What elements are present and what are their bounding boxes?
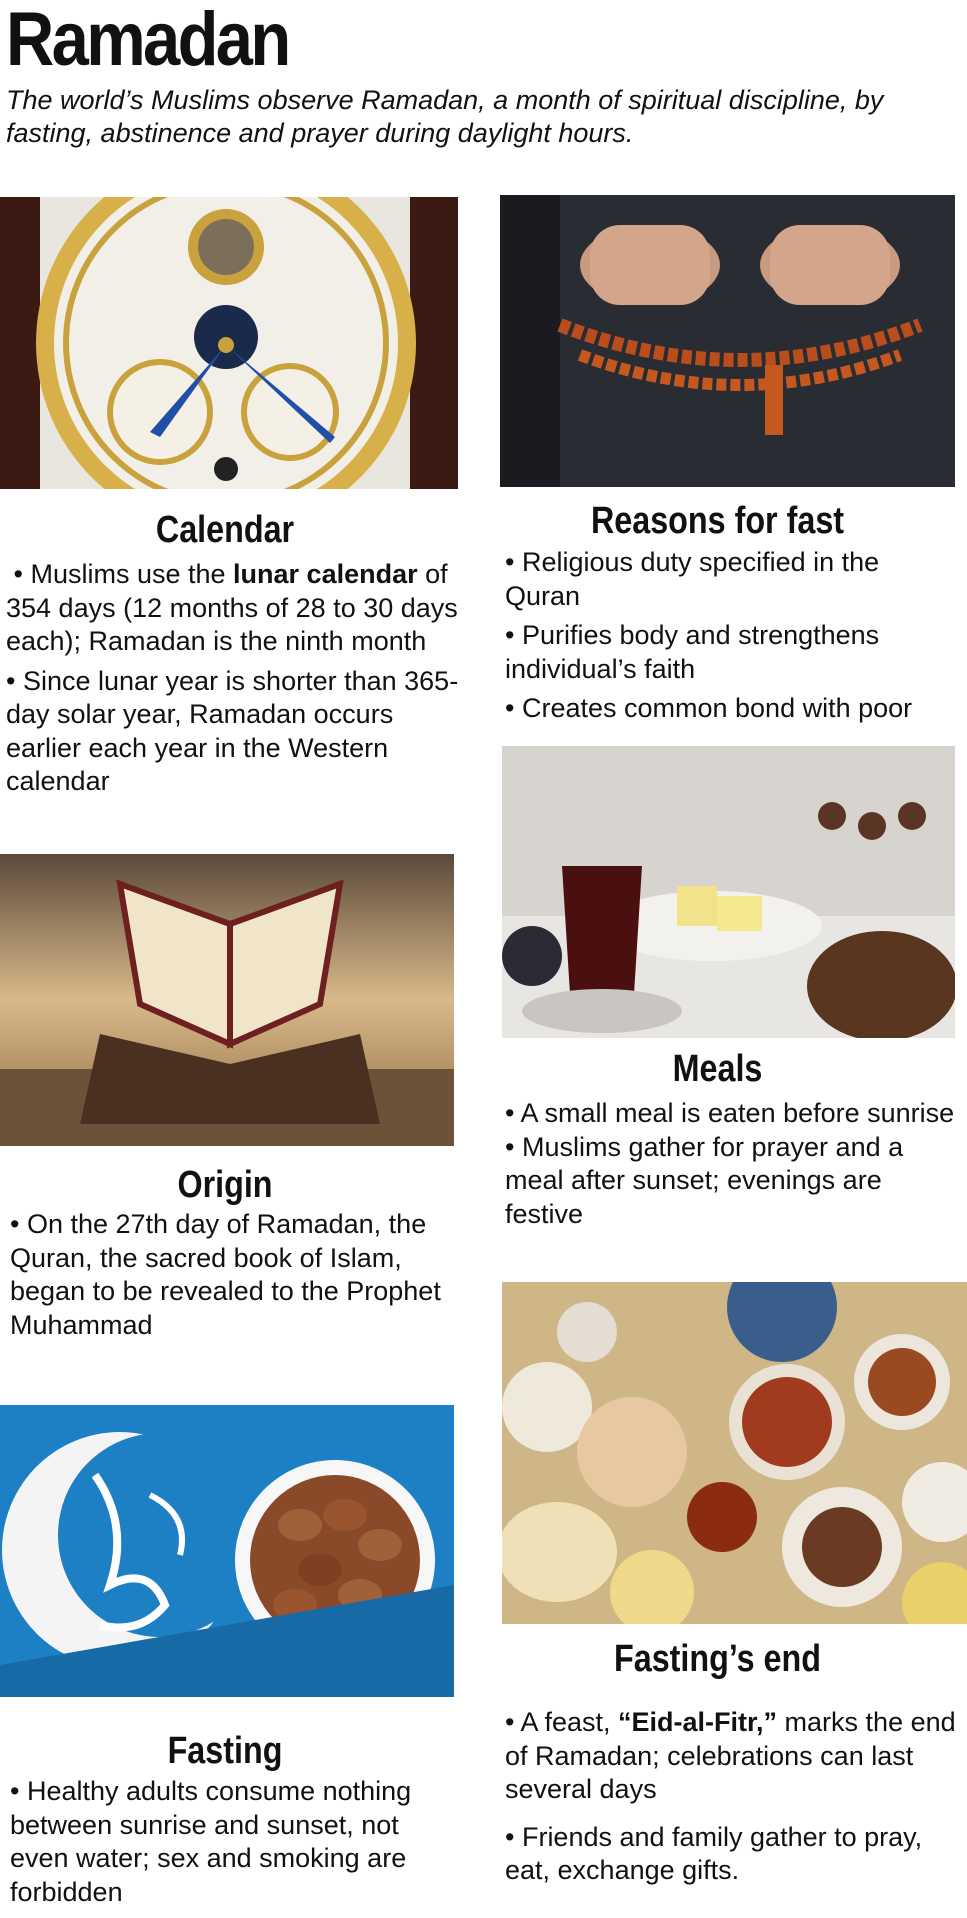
reasons-bullet-1: • Religious duty specified in the Quran <box>505 547 880 611</box>
fasting-heading: Fasting <box>167 1730 283 1772</box>
reasons-text <box>505 546 960 732</box>
fasting-end-bullet-2: • Friends and family gather to pray, eat, exchange gifts. <box>505 1821 923 1885</box>
calendar-text <box>6 558 461 805</box>
fasting-end-heading: Fasting’s end <box>613 1638 821 1680</box>
reasons-bullet-2: • Purifies body and strengthens individual’s faith <box>505 620 880 684</box>
page-title: Ramadan <box>6 0 289 82</box>
calendar-heading: Calendar <box>155 509 295 551</box>
reasons-bullet-3: • Creates common bond with poor <box>505 693 913 723</box>
meals-text <box>505 1097 960 1237</box>
calendar-photo <box>0 197 458 489</box>
fasting-bullet-1: • Healthy adults consume nothing between sunrise and sunset, not even water; sex and smoking are forbidden <box>10 1776 412 1907</box>
calendar-bullet-2: • Since lunar year is shorter than 365-day solar year, Ramadan occurs earlier each year in the Western calendar <box>6 665 459 796</box>
reasons-heading: Reasons for fast <box>590 500 845 542</box>
calendar-bullet-1: • Muslims use the lunar calendar of 354 days (12 months of 28 to 30 days each); Ramadan is the ninth month <box>6 559 458 656</box>
origin-text <box>10 1208 460 1348</box>
fasting-end-text <box>505 1706 960 1894</box>
meals-bullet-1: • A small meal is eaten before sunrise <box>505 1098 955 1128</box>
origin-heading: Origin <box>177 1164 273 1206</box>
meals-photo <box>502 746 955 1038</box>
fasting-end-bullet-1: • A feast, “Eid-al-Fitr,” marks the end of Ramadan; celebrations can last several days <box>505 1707 956 1804</box>
meals-heading: Meals <box>672 1048 763 1090</box>
meals-bullet-2: • Muslims gather for prayer and a meal after sunset; evenings are festive <box>505 1131 904 1229</box>
fasting-end-photo <box>502 1282 967 1624</box>
page-subtitle: The world’s Muslims observe Ramadan, a month of spiritual discipline, by fasting, abstinence and prayer during daylight hours. <box>6 85 884 148</box>
origin-bullet-1: • On the 27th day of Ramadan, the Quran, the sacred book of Islam, began to be revealed to the Prophet Muhammad <box>10 1209 441 1340</box>
fasting-photo <box>0 1405 454 1697</box>
origin-photo <box>0 854 454 1146</box>
fasting-text <box>10 1775 460 1915</box>
reasons-photo <box>500 195 955 487</box>
